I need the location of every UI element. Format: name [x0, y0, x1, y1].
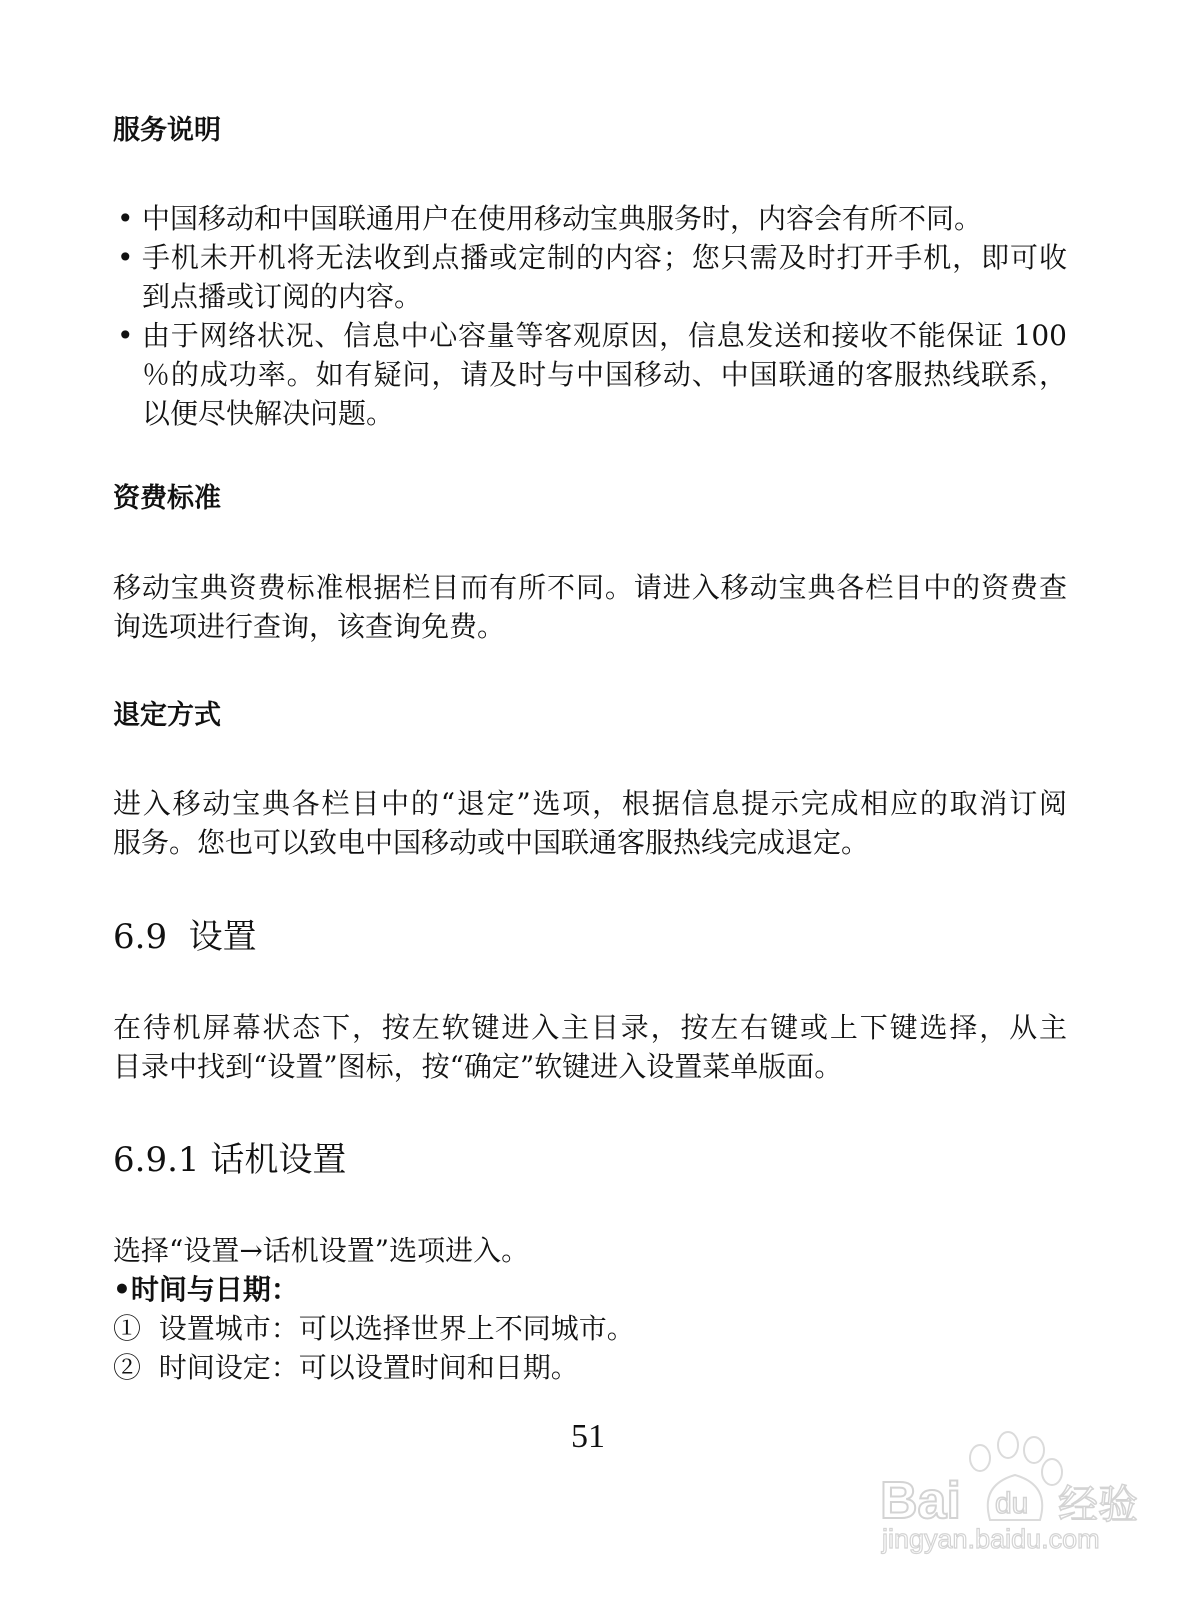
- bullet: •: [117, 241, 134, 274]
- heading-settings: 6.9 设置: [113, 917, 257, 957]
- baidu-watermark-logo: [830, 1400, 1138, 1560]
- phone-settings-intro: 选择“设置→话机设置”选项进入。: [113, 1234, 530, 1267]
- bullet: •: [117, 319, 134, 352]
- bullet: •: [117, 202, 134, 235]
- svg-text:jingyan.baidu.com: jingyan.baidu.com: [882, 1524, 1100, 1554]
- fees-line-2: 询选项进行查询，该查询免费。: [113, 610, 506, 643]
- page-number: 51: [571, 1418, 605, 1455]
- time-date-subheading: •时间与日期：: [113, 1273, 299, 1306]
- heading-service: 服务说明: [113, 115, 221, 146]
- svg-text:du: du: [995, 1487, 1029, 1520]
- service-line-1: 中国移动和中国联通用户在使用移动宝典服务时，内容会有所不同。: [142, 202, 983, 235]
- unsubscribe-line-1: 进入移动宝典各栏目中的“退定”选项，根据信息提示完成相应的取消订阅: [113, 787, 1067, 820]
- heading-unsubscribe: 退定方式: [113, 700, 221, 731]
- svg-text:Bai: Bai: [880, 1472, 961, 1530]
- unsubscribe-line-2: 服务。您也可以致电中国移动或中国联通客服热线完成退定。: [113, 826, 870, 859]
- fees-line-1: 移动宝典资费标准根据栏目而有所不同。请进入移动宝典各栏目中的资费查: [113, 571, 1067, 604]
- service-line-6: 以便尽快解决问题。: [142, 397, 395, 430]
- service-line-4: 由于网络状况、信息中心容量等客观原因，信息发送和接收不能保证 100: [142, 319, 1067, 352]
- settings-line-1: 在待机屏幕状态下，按左软键进入主目录，按左右键或上下键选择，从主: [113, 1011, 1067, 1044]
- service-line-2: 手机未开机将无法收到点播或定制的内容；您只需及时打开手机，即可收: [142, 241, 1067, 274]
- phone-settings-item-2: ② 时间设定：可以设置时间和日期。: [113, 1351, 579, 1384]
- heading-phone-settings: 6.9.1 话机设置: [113, 1140, 347, 1180]
- phone-settings-item-1: ① 设置城市：可以选择世界上不同城市。: [113, 1312, 635, 1345]
- heading-fees: 资费标准: [113, 483, 221, 514]
- svg-text:经验: 经验: [1058, 1482, 1138, 1528]
- service-line-5: ％的成功率。如有疑问，请及时与中国移动、中国联通的客服热线联系，: [142, 358, 1067, 391]
- settings-line-2: 目录中找到“设置”图标，按“确定”软键进入设置菜单版面。: [113, 1050, 843, 1083]
- service-line-3: 到点播或订阅的内容。: [142, 280, 423, 313]
